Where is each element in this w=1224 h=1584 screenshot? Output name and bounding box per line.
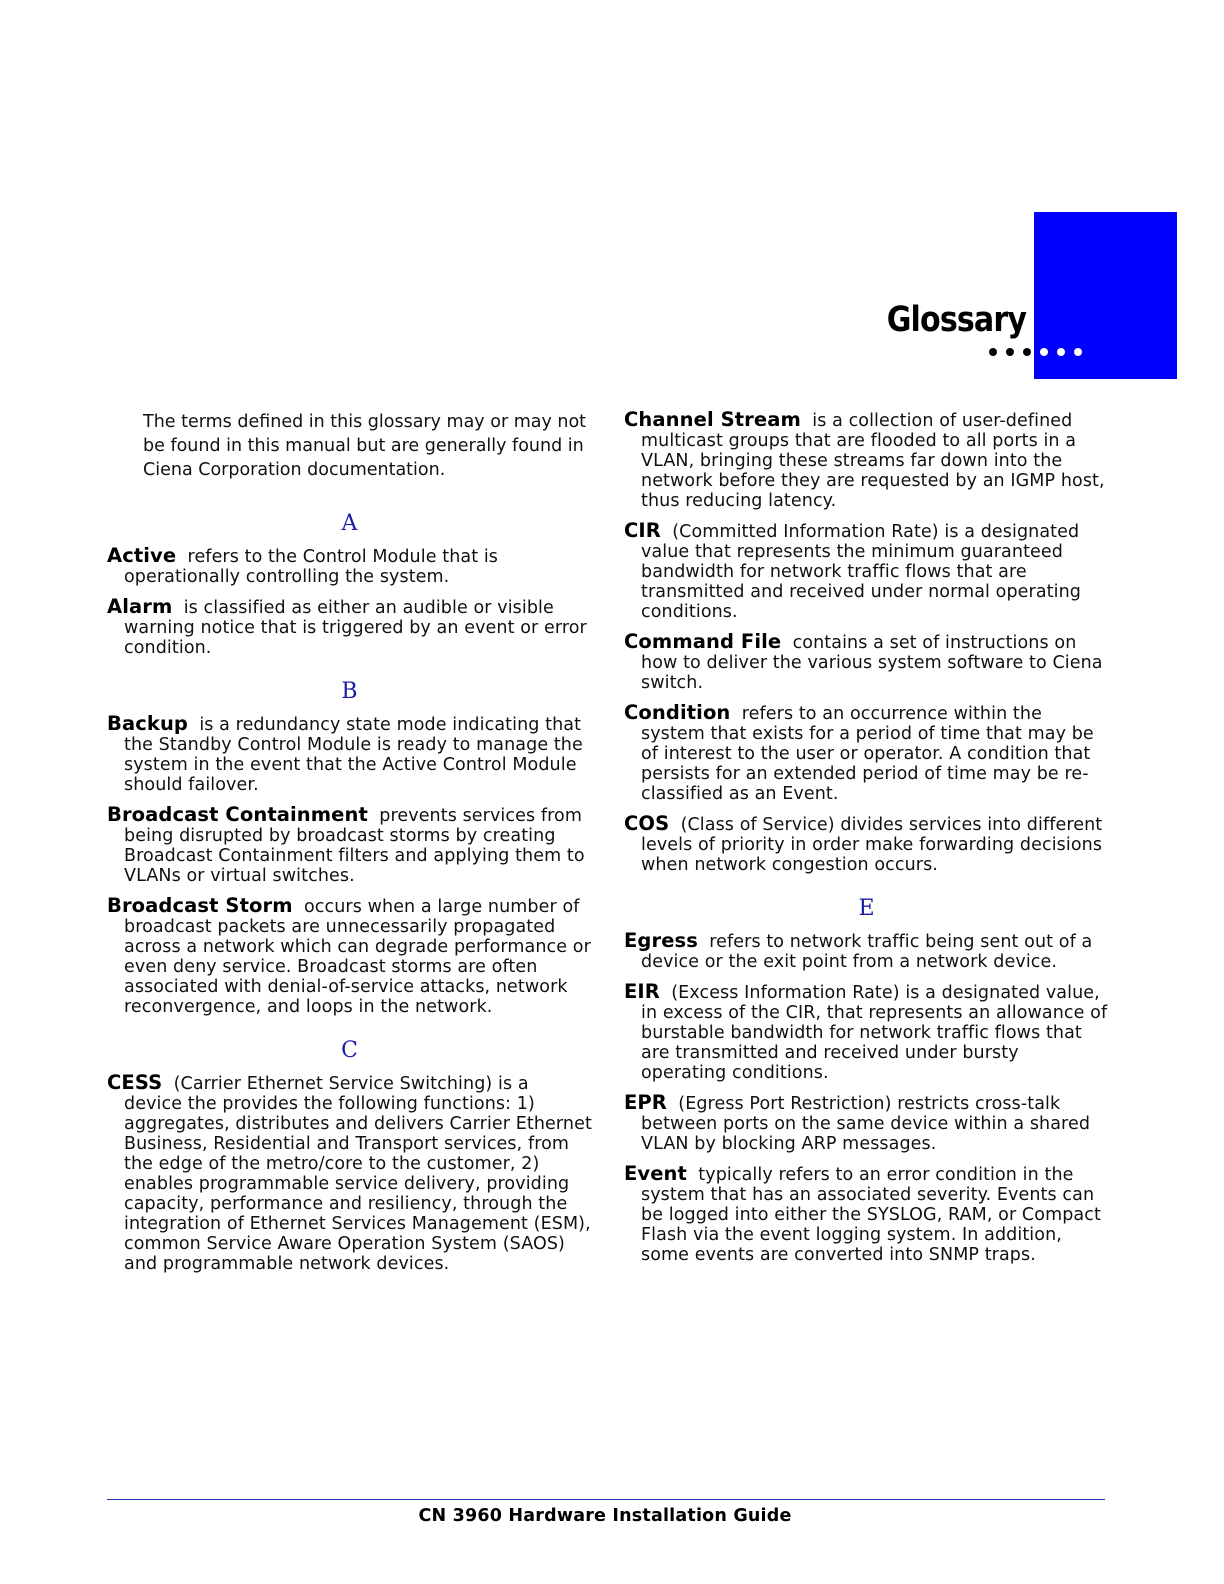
glossary-term: EPR — [624, 1091, 667, 1114]
glossary-term: CIR — [624, 519, 661, 542]
glossary-term: Command File — [624, 630, 782, 653]
section-letter-e: E — [858, 896, 875, 921]
glossary-term: Channel Stream — [624, 408, 801, 431]
glossary-entry — [624, 632, 1109, 693]
chapter-title: Glossary — [886, 300, 1026, 340]
glossary-entry — [624, 814, 1109, 875]
glossary-entry — [624, 521, 1109, 622]
glossary-entry — [624, 410, 1109, 511]
glossary-definition: refers to network traffic being sent out of a device or the exit point from a network device. — [641, 932, 1093, 972]
glossary-definition: (Egress Port Restriction) restricts cross-talk between ports on the same device within a shared VLAN by blocking ARP messages. — [641, 1094, 1091, 1154]
section-letter-a: A — [341, 511, 358, 536]
glossary-entry — [107, 1073, 592, 1274]
glossary-entry — [624, 703, 1109, 804]
glossary-entry — [624, 1164, 1109, 1265]
glossary-term: Alarm — [107, 595, 173, 618]
section-letter-c: C — [341, 1038, 358, 1063]
dot-icon — [1006, 348, 1014, 356]
glossary-term: Broadcast Storm — [107, 894, 293, 917]
glossary-entry — [107, 546, 592, 587]
glossary-definition: refers to an occurrence within the system that exists for a period of time that may be of interest to the user or operator. A condition that persists for an extended period of time may be re-classified as an Event. — [641, 704, 1094, 804]
glossary-definition: occurs when a large number of broadcast packets are unnecessarily propagated across a network which can degrade performance or even deny service. Broadcast storms are often associated with denial-of-service attacks, network reconvergence, and loops in the network. — [124, 897, 591, 1017]
glossary-entry — [624, 931, 1109, 972]
glossary-definition: (Excess Information Rate) is a designated value, in excess of the CIR, that represents an allowance of burstable bandwidth for network traffic flows that are transmitted and received under bursty operating conditions. — [641, 983, 1108, 1083]
dot-icon — [1040, 348, 1048, 356]
glossary-entry — [107, 896, 592, 1017]
glossary-term: Egress — [624, 929, 698, 952]
glossary-definition: (Class of Service) divides services into different levels of priority in order make forwarding decisions when network congestion occurs. — [641, 815, 1103, 875]
footer-rule — [107, 1499, 1105, 1500]
glossary-entry — [107, 597, 592, 658]
glossary-definition: is a redundancy state mode indicating that the Standby Control Module is ready to manage the system in the event that the Active Control Module should failover. — [124, 715, 583, 795]
dot-icon — [1074, 348, 1082, 356]
glossary-term: Active — [107, 544, 177, 567]
glossary-term: Condition — [624, 701, 731, 724]
glossary-definition: refers to the Control Module that is operationally controlling the system. — [124, 547, 499, 587]
glossary-intro: The terms defined in this glossary may or may not be found in this manual but are generally found in Ciena Corporation documentation. — [143, 412, 587, 480]
glossary-entry — [107, 805, 592, 886]
title-dots-decoration — [985, 341, 1095, 361]
glossary-term: Backup — [107, 712, 188, 735]
section-letter-b: B — [341, 679, 358, 704]
glossary-term: Event — [624, 1162, 687, 1185]
glossary-term: Broadcast Containment — [107, 803, 368, 826]
glossary-left-column — [107, 510, 592, 1284]
dot-icon — [989, 348, 997, 356]
glossary-definition: (Committed Information Rate) is a designated value that represents the minimum guaranteed bandwidth for network traffic flows that are transmitted and received under normal operating conditions. — [641, 522, 1081, 622]
glossary-term: COS — [624, 812, 670, 835]
glossary-entry — [624, 1093, 1109, 1154]
footer-text: CN 3960 Hardware Installation Guide — [418, 1506, 792, 1526]
glossary-definition: (Carrier Ethernet Service Switching) is a device the provides the following functions: 1) aggregates, distributes and delivers Carrier Ethernet Business, Residential and Transport services, from the edge of the metro/core to the customer, 2) enables programmable service delivery, providing capacity, performance and resiliency, through the integration of Ethernet Services Management (ESM), common Service Aware Operation System (SAOS) and programmable network devices. — [124, 1074, 592, 1274]
dot-icon — [1023, 348, 1031, 356]
glossary-entry — [107, 714, 592, 795]
glossary-definition: is a collection of user-defined multicast groups that are flooded to all ports in a VLAN, bringing these streams far down into the network before they are requested by an IGMP host, thus reducing latency. — [641, 411, 1105, 511]
glossary-definition: is classified as either an audible or visible warning notice that is triggered by an event or error condition. — [124, 598, 587, 658]
glossary-term: EIR — [624, 980, 660, 1003]
glossary-definition: contains a set of instructions on how to deliver the various system software to Ciena switch. — [641, 633, 1103, 693]
glossary-term: CESS — [107, 1071, 163, 1094]
glossary-definition: typically refers to an error condition in the system that has an associated severity. Events can be logged into either the SYSLOG, RAM, or Compact Flash via the event logging system. In addition, some events are converted into SNMP traps. — [641, 1165, 1101, 1265]
dot-icon — [1057, 348, 1065, 356]
glossary-definition: prevents services from being disrupted by broadcast storms by creating Broadcast Containment filters and applying them to VLANs or virtual switches. — [124, 806, 585, 886]
glossary-entry — [624, 982, 1109, 1083]
glossary-right-column — [624, 410, 1109, 1275]
